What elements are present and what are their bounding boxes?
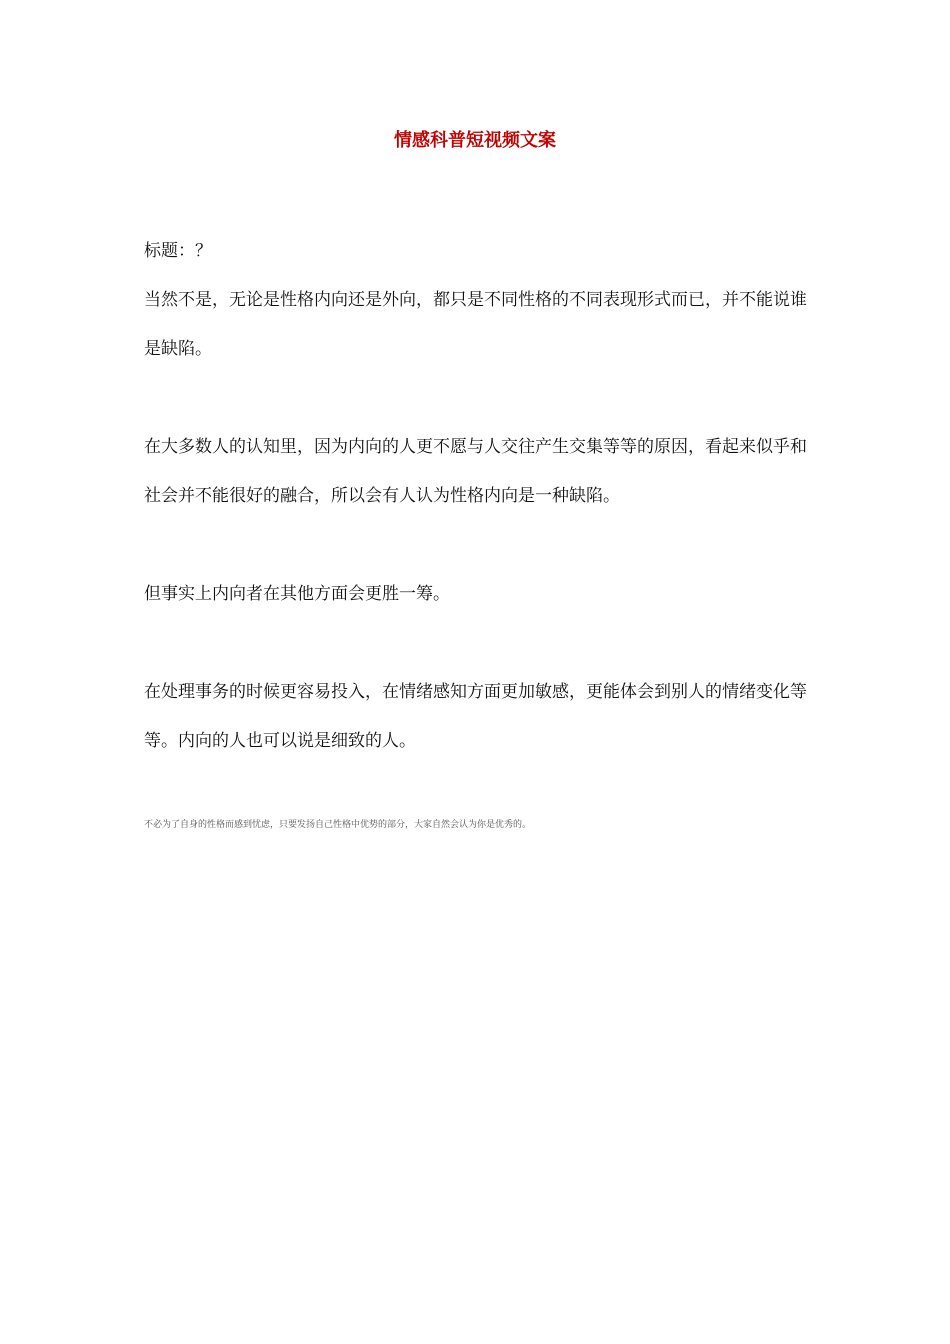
document-title: 情感科普短视频文案: [394, 130, 556, 151]
footnote: 不必为了自身的性格而感到忧虑，只要发扬自己性格中优势的部分，大家自然会认为你是优秀的。: [144, 820, 532, 830]
document-body: [144, 227, 812, 766]
subject-line: 标题：？: [144, 241, 212, 261]
paragraph-3: 但事实上内向者在其他方面会更胜一筹。: [144, 584, 450, 604]
paragraph-4: 在处理事务的时候更容易投入，在情绪感知方面更加敏感，更能体会到别人的情绪变化等等。内向的人也可以说是细致的人。: [144, 682, 807, 751]
paragraph-1: 当然不是，无论是性格内向还是外向，都只是不同性格的不同表现形式而已，并不能说谁是缺陷。: [144, 290, 807, 359]
paragraph-2: 在大多数人的认知里，因为内向的人更不愿与人交往产生交集等等的原因，看起来似乎和社会并不能很好的融合，所以会有人认为性格内向是一种缺陷。: [144, 437, 807, 506]
